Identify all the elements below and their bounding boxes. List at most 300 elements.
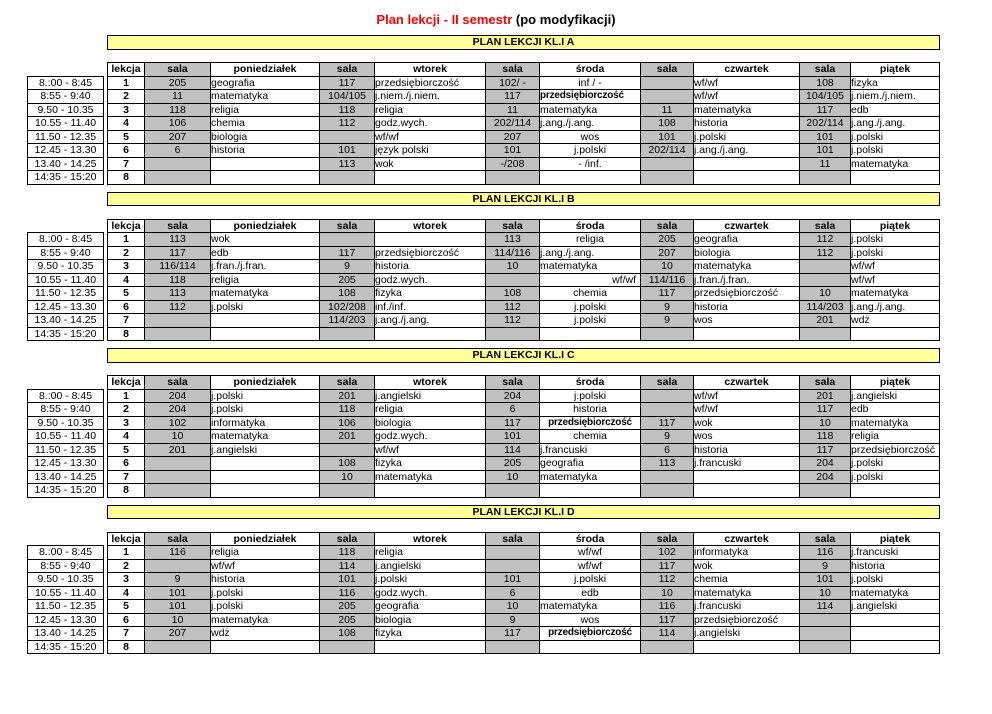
subject-cell: fizyka xyxy=(375,457,486,471)
room-cell: 114 xyxy=(800,600,851,614)
room-cell: 117 xyxy=(145,246,211,260)
col-header-sala: sala xyxy=(145,532,211,546)
lesson-number-cell: 2 xyxy=(108,246,145,260)
subject-cell: j.polski xyxy=(211,403,320,417)
table-row xyxy=(28,640,940,654)
room-cell xyxy=(486,171,540,185)
subject-cell: matematyka xyxy=(540,260,641,274)
subject-cell: j.polski xyxy=(211,586,320,600)
col-header-sala: sala xyxy=(486,532,540,546)
room-cell xyxy=(145,457,211,471)
room-cell: 117 xyxy=(800,443,851,457)
room-cell: 117 xyxy=(320,246,375,260)
col-header-sala: sala xyxy=(145,63,211,77)
room-cell xyxy=(145,314,211,328)
col-header-lekcja: lekcja xyxy=(108,376,145,390)
room-cell: 204 xyxy=(145,389,211,403)
page-title-main: Plan lekcji - II semestr xyxy=(376,12,513,27)
time-cell: 10.55 - 11.40 xyxy=(28,586,104,600)
subject-cell: edb xyxy=(540,586,641,600)
col-header-day-3: czwartek xyxy=(694,219,800,233)
page-title xyxy=(0,12,992,27)
subject-cell: religia xyxy=(540,233,641,247)
room-cell xyxy=(486,327,540,341)
room-cell: 101 xyxy=(641,130,694,144)
subject-cell: przedsiębiorczość xyxy=(694,287,800,301)
room-cell: 108 xyxy=(800,76,851,90)
room-cell: 101 xyxy=(486,144,540,158)
subject-cell: j.niem./j.niem. xyxy=(851,90,940,104)
room-cell: 112 xyxy=(145,300,211,314)
table-row xyxy=(28,613,940,627)
subject-cell: wok xyxy=(694,416,800,430)
subject-cell: geografia xyxy=(375,600,486,614)
subject-cell: matematyka xyxy=(851,416,940,430)
subject-cell: j.polski xyxy=(851,457,940,471)
room-cell: 9 xyxy=(800,559,851,573)
room-cell: 117 xyxy=(800,403,851,417)
page-title-suffix: (po modyfikacji) xyxy=(512,12,616,27)
table-row xyxy=(28,443,940,457)
subject-cell: religia xyxy=(211,546,320,560)
room-cell: 10 xyxy=(800,287,851,301)
subject-cell xyxy=(211,327,320,341)
subject-cell: j.angielski xyxy=(851,600,940,614)
subject-cell: wf/wf xyxy=(375,130,486,144)
col-header-day-4: piątek xyxy=(851,376,940,390)
time-cell: 11.50 - 12.35 xyxy=(28,287,104,301)
subject-cell: chemia xyxy=(540,287,641,301)
subject-cell: godz.wych. xyxy=(375,273,486,287)
subject-cell xyxy=(851,640,940,654)
subject-cell: j.fran./j.fran. xyxy=(694,273,800,287)
subject-cell xyxy=(694,327,800,341)
subject-cell: godz.wych. xyxy=(375,430,486,444)
table-row xyxy=(28,430,940,444)
table-row xyxy=(28,144,940,158)
room-cell xyxy=(800,171,851,185)
subject-cell xyxy=(375,640,486,654)
col-header-day-2: środa xyxy=(540,63,641,77)
subject-cell: j.fran./j.fran. xyxy=(211,260,320,274)
room-cell xyxy=(145,171,211,185)
table-row xyxy=(28,273,940,287)
room-cell: 201 xyxy=(800,389,851,403)
room-cell: 117 xyxy=(800,103,851,117)
lesson-number-cell: 5 xyxy=(108,600,145,614)
subject-cell: chemia xyxy=(540,430,641,444)
table-row xyxy=(28,157,940,171)
band-gap xyxy=(28,519,940,533)
subject-cell: j.polski xyxy=(851,233,940,247)
time-cell: 14:35 - 15:20 xyxy=(28,484,104,498)
room-cell xyxy=(641,484,694,498)
table-row xyxy=(28,600,940,614)
subject-cell: religia xyxy=(851,430,940,444)
subject-cell: wdż xyxy=(851,314,940,328)
col-header-day-0: poniedziałek xyxy=(211,219,320,233)
subject-cell: wf/wf xyxy=(540,546,641,560)
room-cell: 6 xyxy=(486,403,540,417)
time-cell: 14:35 - 15:20 xyxy=(28,640,104,654)
room-cell: 112 xyxy=(320,117,375,131)
room-cell: 10 xyxy=(486,470,540,484)
room-cell: 117 xyxy=(641,416,694,430)
room-cell: 207 xyxy=(145,130,211,144)
header-spacer xyxy=(28,376,108,390)
room-cell: 118 xyxy=(145,273,211,287)
table-row xyxy=(28,546,940,560)
room-cell: 102/ - xyxy=(486,76,540,90)
time-cell: 10.55 - 11.40 xyxy=(28,430,104,444)
subject-cell: j.angielski xyxy=(375,389,486,403)
room-cell: 114/116 xyxy=(641,273,694,287)
subject-cell: matematyka xyxy=(211,430,320,444)
col-header-day-2: środa xyxy=(540,219,641,233)
subject-cell: przedsiębiorczość xyxy=(375,76,486,90)
col-header-day-1: wtorek xyxy=(375,532,486,546)
room-cell: 114 xyxy=(320,559,375,573)
col-header-day-4: piątek xyxy=(851,63,940,77)
lesson-number-cell: 6 xyxy=(108,613,145,627)
subject-cell: matematyka xyxy=(211,90,320,104)
room-cell: 114/203 xyxy=(320,314,375,328)
time-cell: 10.55 - 11.40 xyxy=(28,273,104,287)
lesson-number-cell: 8 xyxy=(108,171,145,185)
col-header-sala: sala xyxy=(800,532,851,546)
room-cell xyxy=(145,559,211,573)
room-cell: 116 xyxy=(641,600,694,614)
subject-cell xyxy=(211,470,320,484)
time-cell: 13.40 - 14.25 xyxy=(28,157,104,171)
room-cell: 117 xyxy=(320,76,375,90)
room-cell: 10 xyxy=(145,613,211,627)
subject-cell: matematyka xyxy=(694,103,800,117)
subject-cell: przedsiębiorczość xyxy=(851,443,940,457)
subject-cell: edb xyxy=(851,103,940,117)
lesson-number-cell: 5 xyxy=(108,130,145,144)
subject-cell: j.polski xyxy=(540,300,641,314)
room-cell: 102 xyxy=(641,546,694,560)
col-header-sala: sala xyxy=(800,63,851,77)
room-cell: 205 xyxy=(320,600,375,614)
room-cell: 116 xyxy=(145,546,211,560)
subject-cell: wf/wf xyxy=(694,76,800,90)
subject-cell: historia xyxy=(211,144,320,158)
room-cell xyxy=(800,627,851,641)
table-row xyxy=(28,287,940,301)
room-cell: 204 xyxy=(145,403,211,417)
table-row xyxy=(28,233,940,247)
time-cell: 9.50 - 10.35 xyxy=(28,103,104,117)
subject-cell: wos xyxy=(540,130,641,144)
col-header-sala: sala xyxy=(320,532,375,546)
room-cell xyxy=(320,233,375,247)
col-header-sala: sala xyxy=(641,376,694,390)
room-cell: 9 xyxy=(320,260,375,274)
col-header-day-1: wtorek xyxy=(375,376,486,390)
header-spacer xyxy=(28,532,108,546)
subject-cell: geografia xyxy=(694,233,800,247)
room-cell xyxy=(800,484,851,498)
subject-cell: wok xyxy=(375,157,486,171)
subject-cell: edb xyxy=(851,403,940,417)
time-cell: 11.50 - 12.35 xyxy=(28,130,104,144)
subject-cell: chemia xyxy=(694,573,800,587)
col-header-day-0: poniedziałek xyxy=(211,532,320,546)
subject-cell: wf/wf xyxy=(375,443,486,457)
room-cell: 116/114 xyxy=(145,260,211,274)
subject-cell: fizyka xyxy=(375,627,486,641)
subject-cell xyxy=(851,327,940,341)
subject-cell: wf/wf xyxy=(851,273,940,287)
room-cell xyxy=(320,171,375,185)
subject-cell: fizyka xyxy=(375,287,486,301)
subject-cell xyxy=(540,484,641,498)
col-header-sala: sala xyxy=(145,376,211,390)
subject-cell: matematyka xyxy=(694,260,800,274)
subject-cell: j.francuski xyxy=(694,600,800,614)
subject-cell xyxy=(851,171,940,185)
col-header-sala: sala xyxy=(641,219,694,233)
room-cell: 201 xyxy=(320,430,375,444)
subject-cell: j.polski xyxy=(540,144,641,158)
subject-cell: j.ang./j.ang. xyxy=(540,246,641,260)
subject-cell: godz.wych. xyxy=(375,586,486,600)
room-cell: 9 xyxy=(486,613,540,627)
subject-cell: j.polski xyxy=(540,389,641,403)
subject-cell xyxy=(211,314,320,328)
room-cell: 6 xyxy=(145,144,211,158)
lesson-number-cell: 1 xyxy=(108,233,145,247)
subject-cell: edb xyxy=(211,246,320,260)
room-cell: 205 xyxy=(145,76,211,90)
room-cell: 116 xyxy=(320,586,375,600)
col-header-day-1: wtorek xyxy=(375,219,486,233)
subject-cell: godz.wych. xyxy=(375,117,486,131)
room-cell: 101 xyxy=(486,573,540,587)
subject-cell: inf / - xyxy=(540,76,641,90)
col-header-sala: sala xyxy=(641,532,694,546)
room-cell xyxy=(320,484,375,498)
room-cell: 114/203 xyxy=(800,300,851,314)
subject-cell: wos xyxy=(694,430,800,444)
room-cell: 9 xyxy=(641,314,694,328)
room-cell xyxy=(641,157,694,171)
subject-cell: j.polski xyxy=(851,470,940,484)
col-header-day-0: poniedziałek xyxy=(211,63,320,77)
band-spacer xyxy=(28,36,108,50)
col-header-sala: sala xyxy=(800,376,851,390)
room-cell: 204 xyxy=(800,457,851,471)
subject-cell: j.angielski xyxy=(694,627,800,641)
subject-cell xyxy=(540,640,641,654)
table-row xyxy=(28,130,940,144)
room-cell xyxy=(641,327,694,341)
subject-cell xyxy=(540,327,641,341)
table-row xyxy=(28,457,940,471)
room-cell: 11 xyxy=(145,90,211,104)
subject-cell: biologia xyxy=(375,416,486,430)
col-header-sala: sala xyxy=(486,219,540,233)
room-cell: 205 xyxy=(641,233,694,247)
lesson-number-cell: 5 xyxy=(108,443,145,457)
table-row xyxy=(28,573,940,587)
table-row xyxy=(28,416,940,430)
band-gap xyxy=(28,49,940,63)
room-cell: 10 xyxy=(800,586,851,600)
room-cell: 101 xyxy=(320,144,375,158)
room-cell xyxy=(641,171,694,185)
subject-cell: wf/wf xyxy=(694,90,800,104)
col-header-lekcja: lekcja xyxy=(108,219,145,233)
lesson-number-cell: 2 xyxy=(108,403,145,417)
room-cell xyxy=(145,157,211,171)
room-cell: 106 xyxy=(145,117,211,131)
room-cell: 118 xyxy=(320,546,375,560)
room-cell: 117 xyxy=(486,416,540,430)
lesson-number-cell: 6 xyxy=(108,300,145,314)
room-cell: 202/114 xyxy=(800,117,851,131)
subject-cell: informatyka xyxy=(211,416,320,430)
room-cell: 108 xyxy=(641,117,694,131)
subject-cell: j.niem./j.niem. xyxy=(375,90,486,104)
lesson-number-cell: 4 xyxy=(108,117,145,131)
room-cell: 11 xyxy=(800,157,851,171)
subject-cell: wf/wf xyxy=(694,389,800,403)
table-title: PLAN LEKCJI KL.I C xyxy=(108,349,940,363)
room-cell: 101 xyxy=(800,144,851,158)
room-cell: -/208 xyxy=(486,157,540,171)
room-cell: 101 xyxy=(800,130,851,144)
subject-cell xyxy=(694,470,800,484)
room-cell: 104/105 xyxy=(800,90,851,104)
subject-cell xyxy=(375,171,486,185)
room-cell xyxy=(800,273,851,287)
col-header-sala: sala xyxy=(145,219,211,233)
subject-cell: matematyka xyxy=(694,586,800,600)
room-cell: 118 xyxy=(800,430,851,444)
col-header-day-3: czwartek xyxy=(694,376,800,390)
subject-cell: geografia xyxy=(540,457,641,471)
band-gap xyxy=(28,362,940,376)
table-title: PLAN LEKCJI KL.I D xyxy=(108,505,940,519)
room-cell xyxy=(486,640,540,654)
subject-cell: j.polski xyxy=(851,573,940,587)
col-header-lekcja: lekcja xyxy=(108,63,145,77)
subject-cell xyxy=(851,484,940,498)
subject-cell: historia xyxy=(694,443,800,457)
room-cell: 108 xyxy=(320,627,375,641)
time-cell: 11.50 - 12.35 xyxy=(28,600,104,614)
subject-cell: historia xyxy=(694,117,800,131)
room-cell: 106 xyxy=(320,416,375,430)
room-cell xyxy=(145,327,211,341)
room-cell xyxy=(145,640,211,654)
subject-cell xyxy=(211,171,320,185)
col-header-sala: sala xyxy=(320,376,375,390)
room-cell xyxy=(320,327,375,341)
room-cell: 204 xyxy=(800,470,851,484)
room-cell: 117 xyxy=(486,90,540,104)
room-cell: 10 xyxy=(145,430,211,444)
lesson-number-cell: 6 xyxy=(108,457,145,471)
room-cell: 113 xyxy=(486,233,540,247)
time-cell: 12.45 - 13.30 xyxy=(28,457,104,471)
col-header-sala: sala xyxy=(486,63,540,77)
room-cell: 116 xyxy=(800,546,851,560)
lesson-number-cell: 2 xyxy=(108,90,145,104)
subject-cell xyxy=(851,627,940,641)
table-row xyxy=(28,627,940,641)
room-cell: 102 xyxy=(145,416,211,430)
room-cell: 101 xyxy=(320,573,375,587)
time-cell: 11.50 - 12.35 xyxy=(28,443,104,457)
subject-cell: j.polski xyxy=(540,573,641,587)
subject-cell: chemia xyxy=(211,117,320,131)
room-cell xyxy=(800,613,851,627)
lesson-number-cell: 3 xyxy=(108,260,145,274)
subject-cell: fizyka xyxy=(851,76,940,90)
table-row xyxy=(28,403,940,417)
room-cell: 118 xyxy=(145,103,211,117)
lesson-number-cell: 7 xyxy=(108,627,145,641)
room-cell xyxy=(641,389,694,403)
room-cell: 11 xyxy=(486,103,540,117)
col-header-lekcja: lekcja xyxy=(108,532,145,546)
subject-cell: matematyka xyxy=(851,157,940,171)
lesson-number-cell: 8 xyxy=(108,484,145,498)
subject-cell: wf/wf xyxy=(851,260,940,274)
time-cell: 13.40 - 14.25 xyxy=(28,627,104,641)
room-cell xyxy=(641,90,694,104)
tables-container xyxy=(27,35,992,654)
table-row xyxy=(28,484,940,498)
room-cell: 11 xyxy=(641,103,694,117)
subject-cell: religia xyxy=(211,103,320,117)
subject-cell: matematyka xyxy=(540,103,641,117)
subject-cell: historia xyxy=(540,403,641,417)
room-cell xyxy=(486,559,540,573)
room-cell: 114 xyxy=(641,627,694,641)
subject-cell: j.polski xyxy=(211,600,320,614)
room-cell: 113 xyxy=(145,287,211,301)
room-cell: 202/114 xyxy=(641,144,694,158)
room-cell: 117 xyxy=(641,613,694,627)
room-cell: 118 xyxy=(320,403,375,417)
header-spacer xyxy=(28,63,108,77)
subject-cell: j.polski xyxy=(851,130,940,144)
subject-cell: - /inf. xyxy=(540,157,641,171)
room-cell: 114/116 xyxy=(486,246,540,260)
room-cell xyxy=(486,273,540,287)
room-cell xyxy=(641,76,694,90)
subject-cell: historia xyxy=(211,573,320,587)
table-title: PLAN LEKCJI KL.I A xyxy=(108,36,940,50)
subject-cell: j.polski xyxy=(211,389,320,403)
room-cell xyxy=(486,546,540,560)
subject-cell: biologia xyxy=(694,246,800,260)
subject-cell xyxy=(211,157,320,171)
room-cell xyxy=(800,260,851,274)
col-header-day-4: piątek xyxy=(851,219,940,233)
subject-cell: wok xyxy=(694,559,800,573)
room-cell: 201 xyxy=(145,443,211,457)
room-cell xyxy=(800,327,851,341)
time-cell: 8:55 - 9:40 xyxy=(28,90,104,104)
header-spacer xyxy=(28,219,108,233)
class-timetable-c xyxy=(27,348,940,498)
